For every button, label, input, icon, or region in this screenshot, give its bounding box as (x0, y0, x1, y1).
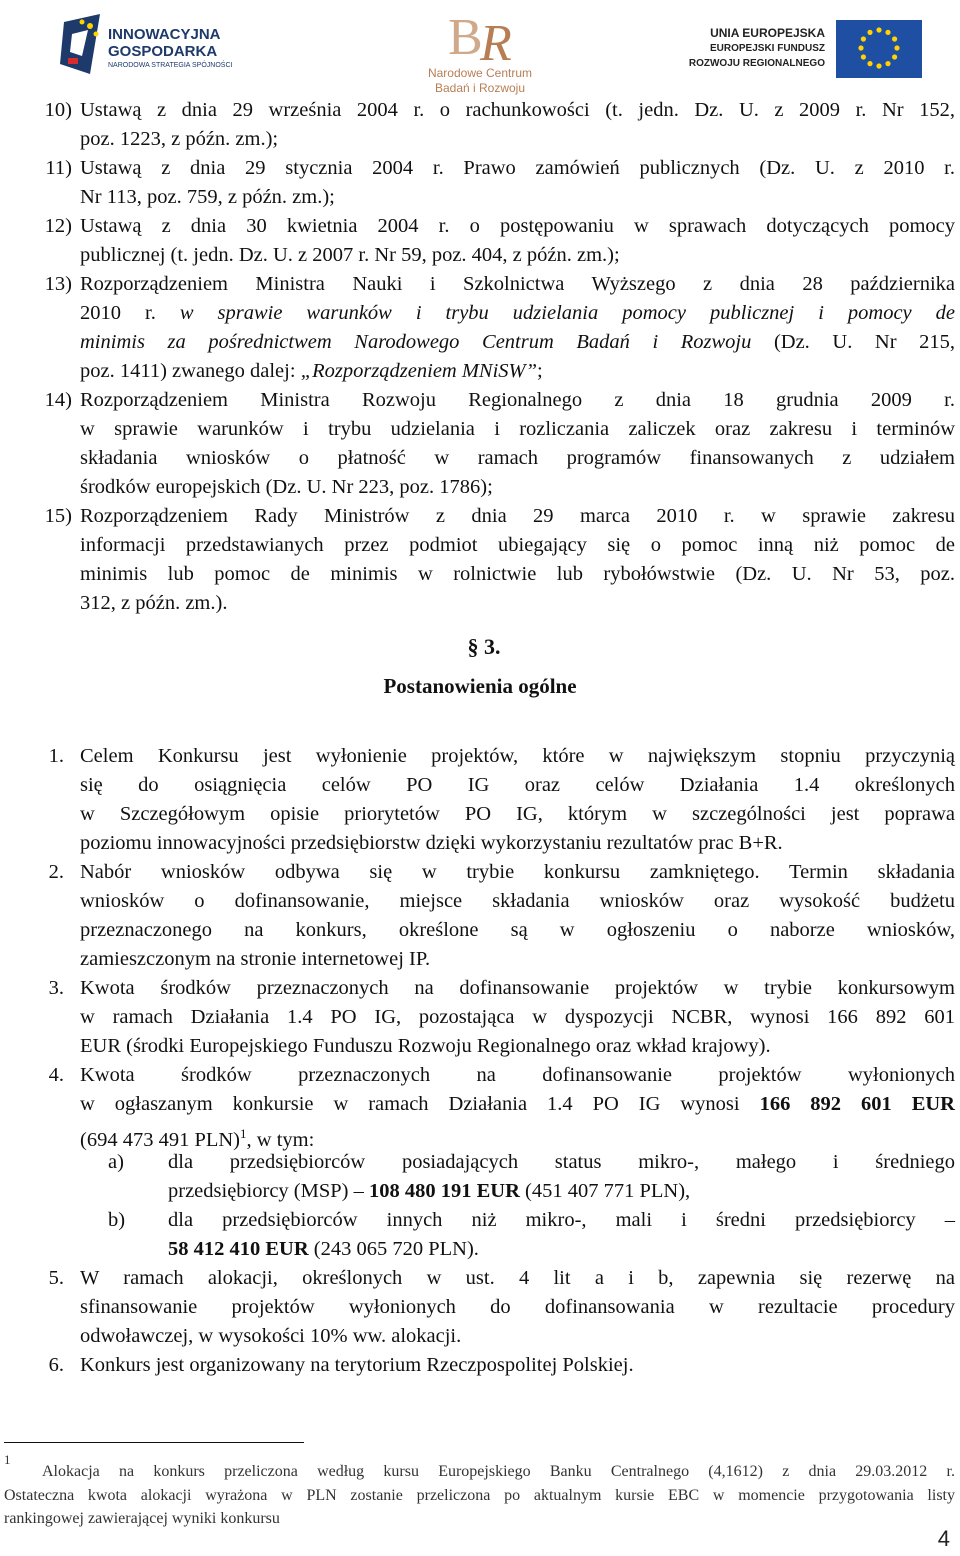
point-text-line: W ramach alokacji, określonych w ust. 4 lit a i b, zapewnia się rezerwę na (80, 1267, 955, 1289)
subpoint-text-fragment: (451 407 771 PLN), (519, 1180, 691, 1202)
act-number: 15) (44, 505, 72, 527)
act-number: 14) (44, 389, 72, 411)
subpoint-text-fragment: (243 065 720 PLN). (308, 1238, 479, 1260)
act-text-line: publicznej (t. jedn. Dz. U. z 2007 r. Nr 59, poz. 404, z późn. zm.); (80, 244, 620, 266)
point-text-line: Kwota środków przeznaczonych na dofinansowanie projektów wyłonionych (80, 1064, 955, 1086)
act-text-line: Ustawą z dnia 30 kwietnia 2004 r. o postępowaniu w sprawach dotyczących pomocy (80, 215, 955, 237)
ig-emblem-icon (60, 14, 104, 74)
point-text-fragment: (694 473 491 PLN) (80, 1128, 241, 1151)
subpoint-text-line: dla przedsiębiorców posiadających status mikro-, małego i średniego (168, 1151, 955, 1173)
act-text-line: Nr 113, poz. 759, z późn. zm.); (80, 186, 335, 208)
act-number: 13) (44, 273, 72, 295)
point-number: 6. (48, 1354, 64, 1376)
innowacyjna-gospodarka-logo (60, 6, 260, 76)
act-text-fragment: ; (537, 360, 543, 382)
act-number: 12) (44, 215, 72, 237)
act-defined-term: „Rozporządzeniem MNiSW” (300, 360, 538, 382)
act-number: 11) (45, 157, 72, 179)
large-enterprise-amount-eur: 58 412 410 EUR (168, 1238, 309, 1260)
point-text-line (80, 1090, 955, 1119)
act-text-fragment: 2010 r. (80, 302, 180, 324)
act-text-line (80, 299, 955, 328)
act-text-line: w sprawie warunków i trybu udzielania i rozliczania zaliczek oraz zakresu i terminów (80, 418, 955, 440)
subpoint-text-line: dla przedsiębiorców innych niż mikro-, mali i średni przedsiębiorcy – (168, 1209, 955, 1231)
act-text-line: składania wniosków o płatność w ramach programów finansowanych z udziałem (80, 447, 955, 469)
ig-logo-line1: INNOWACYJNA (108, 26, 221, 43)
point-text-line: w ramach Działania 1.4 PO IG, pozostająca w dyspozycji NCBR, wynosi 166 892 601 (80, 1006, 955, 1028)
footnote-mark: 1 (4, 1452, 11, 1467)
point-number: 2. (48, 861, 64, 883)
point-text-line: Kwota środków przeznaczonych na dofinansowanie projektów w trybie konkursowym (80, 977, 955, 999)
eu-logo-line2: EUROPEJSKI FUNDUSZ (709, 43, 825, 54)
footnote-text-line: rankingowej zawierającej wyniki konkursu (4, 1510, 280, 1527)
point-text-fragment: , w tym: (246, 1128, 315, 1151)
eu-logo-line1: UNIA EUROPEJSKA (710, 26, 825, 40)
point-number: 3. (48, 977, 64, 999)
point-text-line: się do osiągnięcia celów PO IG oraz celów Działania 1.4 określonych (80, 774, 955, 796)
ncbr-logo (410, 6, 550, 96)
section-number: § 3. (467, 634, 501, 659)
point-number: 4. (48, 1064, 64, 1086)
eu-flag-icon (836, 20, 922, 78)
point-text-line: poziomu innowacyjności przedsiębiorstw dzięki wykorzystaniu rezultatów prac B+R. (80, 832, 783, 854)
ncbr-br-monogram-icon (410, 6, 550, 66)
point-text-line: w Szczegółowym opisie priorytetów PO IG, którym w szczególności jest poprawa (80, 803, 955, 825)
act-text-line (80, 328, 955, 357)
subpoint-text-fragment: przedsiębiorcy (MSP) – (168, 1180, 369, 1202)
eu-logo (680, 6, 925, 76)
act-text-line: Rozporządzeniem Ministra Rozwoju Regionalnego z dnia 18 grudnia 2009 r. (80, 389, 955, 411)
act-text-line: Rozporządzeniem Rady Ministrów z dnia 29 marca 2010 r. w sprawie zakresu (80, 505, 955, 527)
page-number: 4 (937, 1526, 950, 1551)
point-text-line: Nabór wniosków odbywa się w trybie konkursu zamkniętego. Termin składania (80, 861, 955, 883)
footnote-reference[interactable]: 1 (240, 1126, 247, 1141)
point-text-fragment: w ogłaszanym konkursie w ramach Działania 1.4 PO IG wynosi (80, 1093, 760, 1115)
subpoint-text-line (168, 1235, 479, 1264)
point-text-line: wniosków o dofinansowanie, miejsce składania wniosków oraz wysokość budżetu (80, 890, 955, 912)
ncbr-logo-line1: Narodowe Centrum (427, 66, 533, 80)
point-text-line: Konkurs jest organizowany na terytorium Rzeczpospolitej Polskiej. (80, 1354, 634, 1376)
point-text-line: Celem Konkursu jest wyłonienie projektów, które w największym stopniu przyczynią (80, 745, 955, 767)
point-text-line: przeznaczonego na konkurs, określone są w ogłoszeniu o naborze wniosków, (80, 919, 955, 941)
act-text-fragment: poz. 1411) zwanego dalej: (80, 360, 301, 382)
act-text-line: Ustawą z dnia 29 stycznia 2004 r. Prawo zamówień publicznych (Dz. U. z 2010 r. (80, 157, 955, 179)
footnote-text-line: Alokacja na konkurs przeliczona według kursu Europejskiego Banku Centralnego (4,1612) z dnia 29.03.2012 r. (42, 1463, 955, 1480)
act-text-line: Ustawą z dnia 29 września 2004 r. o rachunkowości (t. jedn. Dz. U. z 2009 r. Nr 152, (80, 99, 955, 121)
msp-amount-eur: 108 480 191 EUR (368, 1180, 520, 1202)
subpoint-letter: b) (108, 1209, 126, 1231)
eu-logo-line3: ROZWOJU REGIONALNEGO (688, 58, 825, 69)
ig-logo-line2: GOSPODARKA (108, 43, 218, 60)
point-number: 1. (48, 745, 64, 767)
point-text-line: odwoławczej, w wysokości 10% ww. alokacji. (80, 1325, 462, 1347)
point-text-line: zamieszczonym na stronie internetowej IP. (80, 948, 431, 970)
act-text-line: 312, z późn. zm.). (80, 592, 228, 614)
act-text-line: informacji przedstawianych przez podmiot ubiegający się o pomoc inną niż pomoc de (80, 534, 955, 556)
act-title-italic: w sprawie warunków i trybu udzielania pomocy publicznej i pomocy de (179, 302, 956, 324)
act-text-line: minimis lub pomoc de minimis w rolnictwie lub rybołówstwie (Dz. U. Nr 53, poz. (80, 563, 955, 585)
ncbr-logo-line2: Badań i Rozwoju (434, 81, 526, 95)
ig-logo-line3: NARODOWA STRATEGIA SPÓJNOŚCI (108, 62, 233, 69)
point-text-line: EUR (środki Europejskiego Funduszu Rozwoju Regionalnego oraz wkład krajowy). (80, 1035, 771, 1057)
total-amount-eur: 166 892 601 EUR (759, 1093, 955, 1115)
subpoint-text-line (168, 1177, 690, 1206)
act-number: 10) (44, 99, 72, 121)
footnote-text-line: Ostateczna kwota alokacji wyrażona w PLN zostanie przeliczona po aktualnym kursie EBC w momencie przygotowania listy (4, 1487, 955, 1504)
act-text-line: poz. 1223, z późn. zm.); (80, 128, 279, 150)
svg-text:B: B (448, 9, 483, 66)
point-number: 5. (48, 1267, 64, 1289)
section-title: Postanowienia ogólne (383, 674, 577, 698)
footnote-separator (4, 1442, 304, 1443)
act-text-line: środków europejskich (Dz. U. Nr 223, poz. 1786); (80, 476, 493, 498)
act-text-fragment: (Dz. U. Nr 215, (751, 331, 955, 353)
act-title-italic: minimis za pośrednictwem Narodowego Centrum Badań i Rozwoju (80, 331, 752, 353)
subpoint-letter: a) (108, 1151, 124, 1173)
point-text-line: sfinansowanie projektów wyłonionych do dofinansowania w rezultacie procedury (80, 1296, 955, 1318)
act-text-line (80, 357, 543, 386)
svg-text:R: R (480, 15, 512, 66)
act-text-line: Rozporządzeniem Ministra Nauki i Szkolnictwa Wyższego z dnia 28 października (80, 273, 955, 295)
